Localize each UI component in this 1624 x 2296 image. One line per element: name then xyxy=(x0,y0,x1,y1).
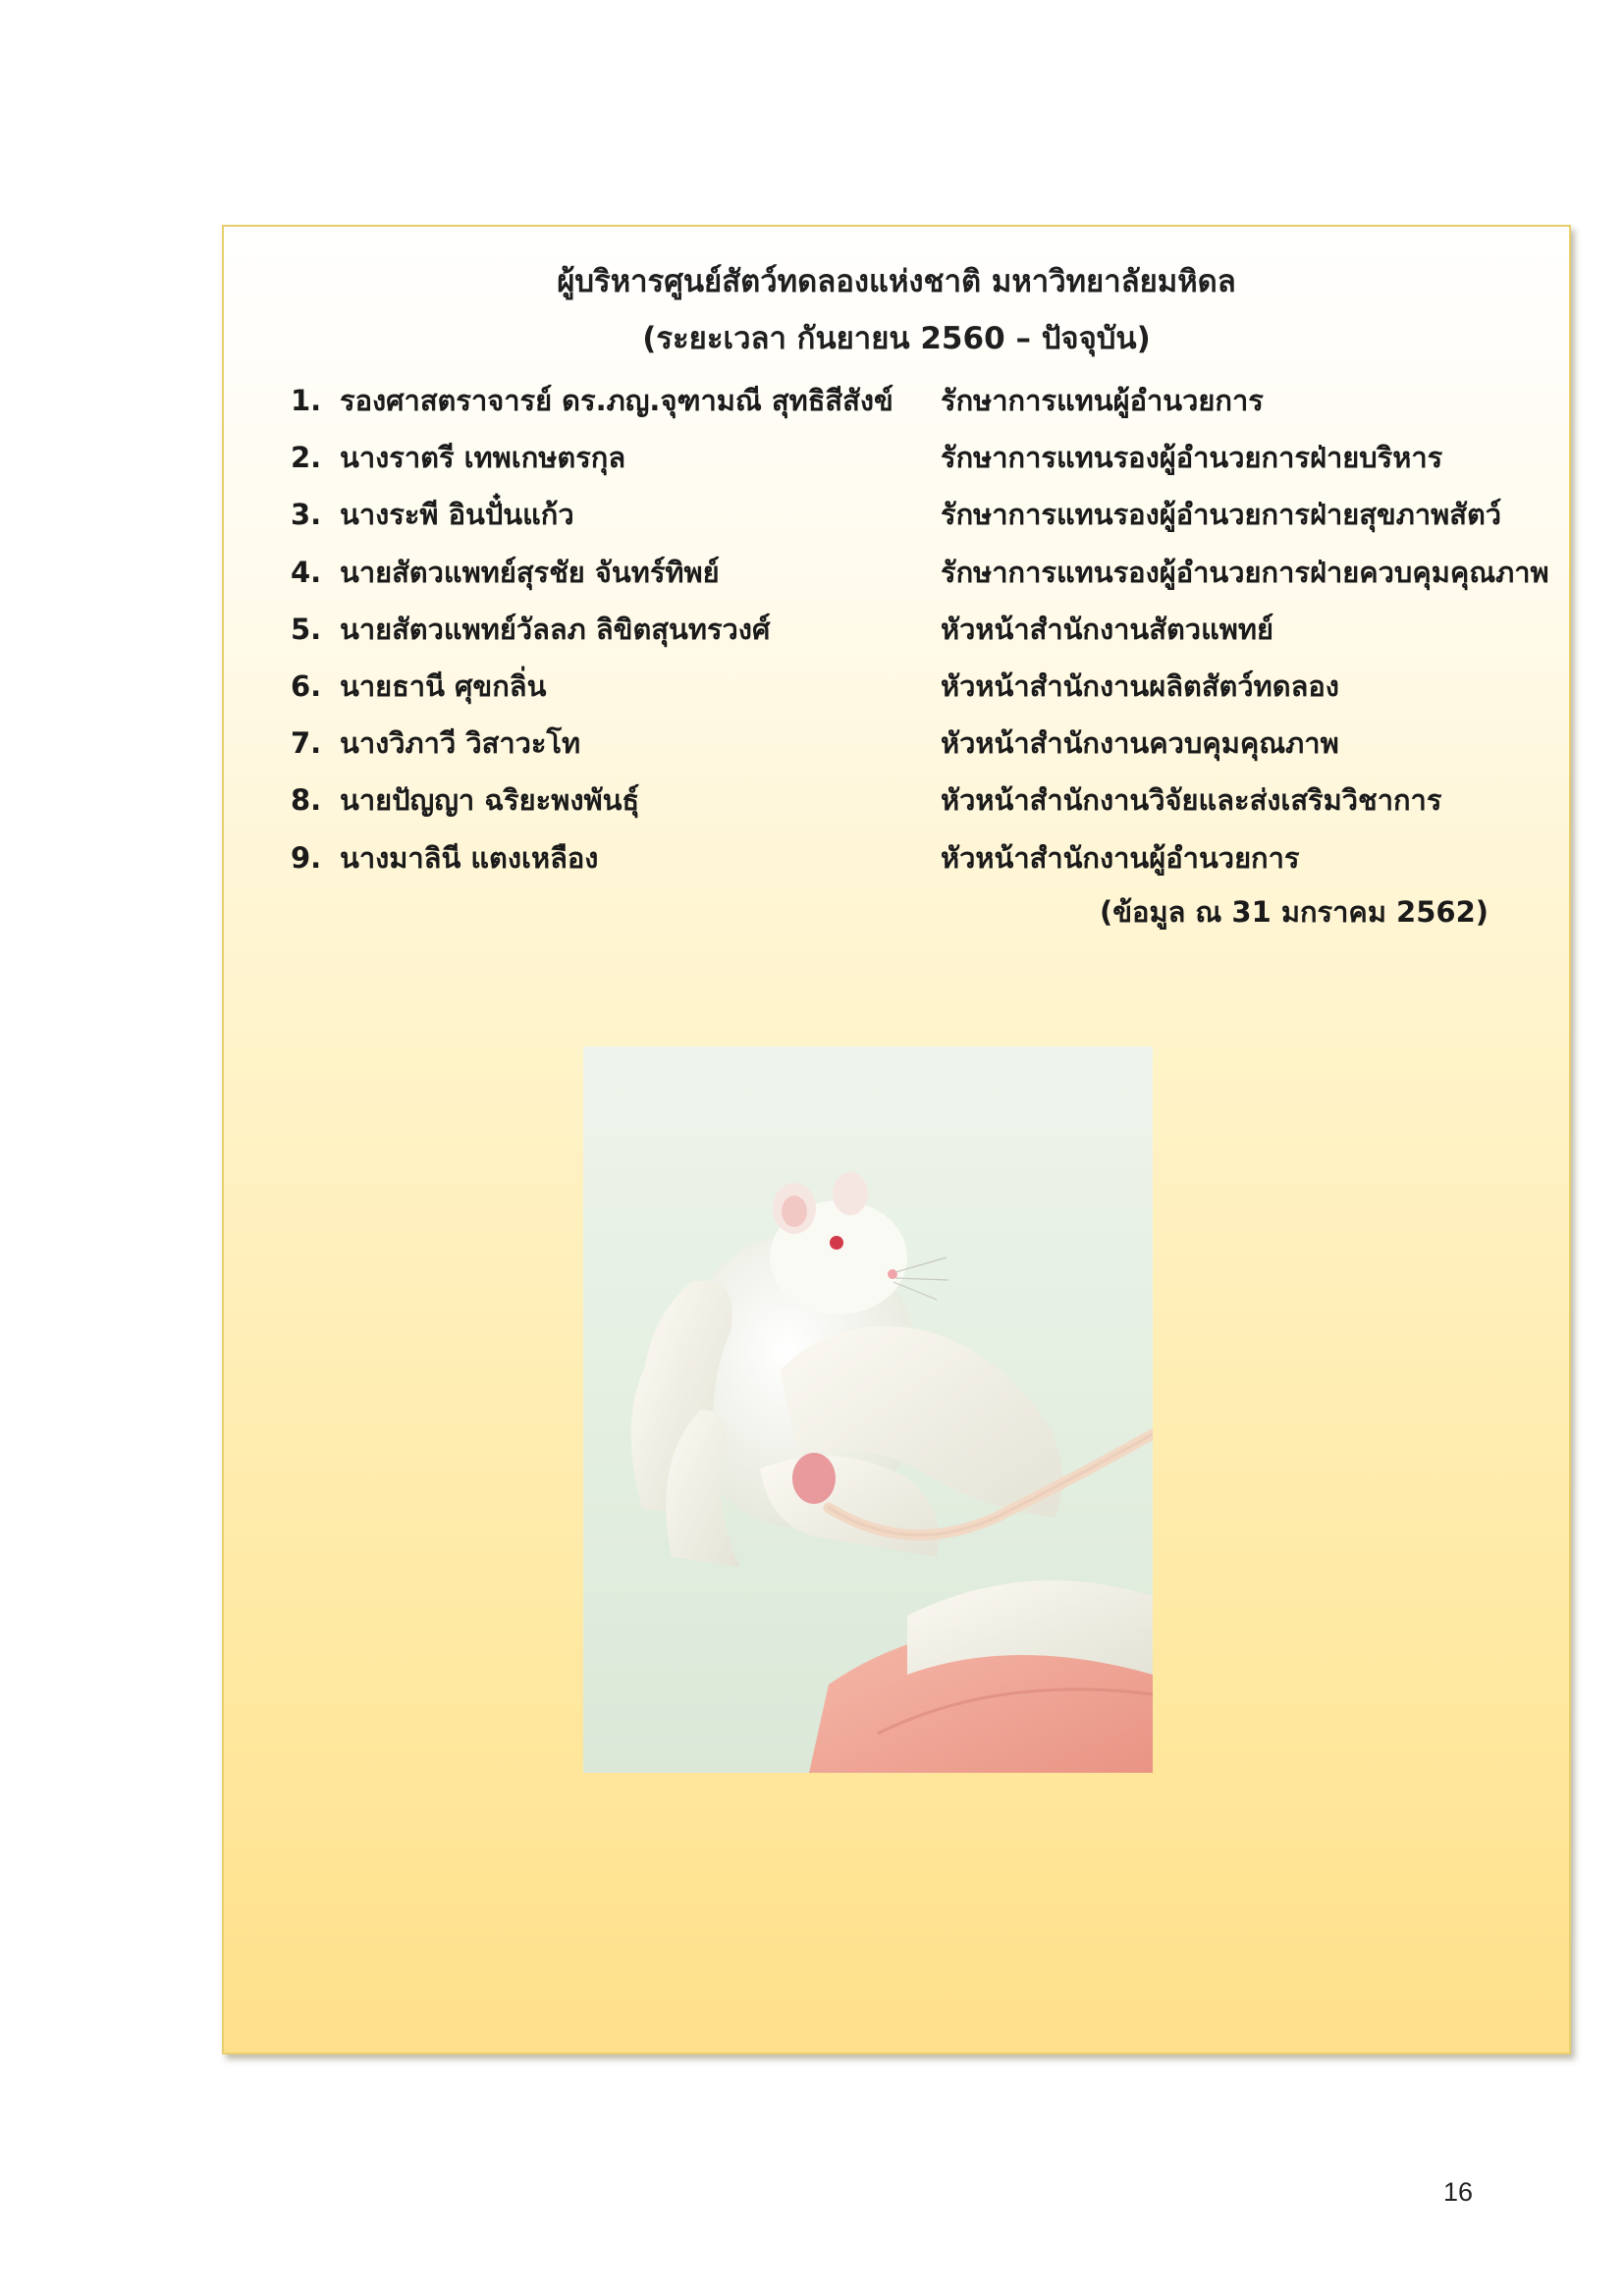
person-role: หัวหน้าสำนักงานผลิตสัตว์ทดลอง xyxy=(941,669,1339,704)
item-number: 9. xyxy=(291,840,322,875)
person-role: รักษาการแทนรองผู้อำนวยการฝ่ายบริหาร xyxy=(941,441,1443,475)
list-item xyxy=(291,372,1549,429)
person-name: นางมาลินี แตงเหลือง xyxy=(340,840,599,875)
person-name: นายปัญญา ฉริยะพงพันธุ์ xyxy=(340,783,640,818)
person-name: รองศาสตราจารย์ ดร.ภญ.จุฑามณี สุทธิสีสังข์ xyxy=(340,384,893,418)
person-role: หัวหน้าสำนักงานวิจัยและส่งเสริมวิชาการ xyxy=(941,783,1442,818)
item-number: 2. xyxy=(291,441,322,475)
person-role: หัวหน้าสำนักงานสัตวแพทย์ xyxy=(941,612,1273,646)
lab-rat-photo xyxy=(583,1046,1153,1773)
person-name: นายสัตวแพทย์สุรชัย จันทร์ทิพย์ xyxy=(340,555,720,589)
list-item xyxy=(291,601,1549,658)
item-number: 7. xyxy=(291,726,322,761)
item-number: 3. xyxy=(291,498,322,532)
list-item xyxy=(291,715,1549,772)
list-item xyxy=(291,429,1549,486)
item-number: 1. xyxy=(291,384,322,418)
item-number: 4. xyxy=(291,555,322,589)
page-number: 16 xyxy=(1443,2177,1474,2207)
list-item xyxy=(291,772,1549,828)
item-number: 6. xyxy=(291,669,322,704)
content-panel xyxy=(222,225,1571,2055)
person-name: นายธานี ศุขกลิ่น xyxy=(340,669,547,704)
person-role: รักษาการแทนผู้อำนวยการ xyxy=(941,384,1264,418)
data-as-of-note: (ข้อมูล ณ 31 มกราคม 2562) xyxy=(1099,895,1489,929)
person-role: หัวหน้าสำนักงานควบคุมคุณภาพ xyxy=(941,726,1339,761)
page-title: ผู้บริหารศูนย์สัตว์ทดลองแห่งชาติ มหาวิทยาลัยมหิดล xyxy=(557,264,1236,299)
list-item xyxy=(291,658,1549,715)
list-item xyxy=(291,544,1549,601)
list-item xyxy=(291,486,1549,543)
person-name: นางราตรี เทพเกษตรกุล xyxy=(340,441,626,475)
executive-list xyxy=(291,372,1549,886)
item-number: 5. xyxy=(291,612,322,646)
person-role: หัวหน้าสำนักงานผู้อำนวยการ xyxy=(941,840,1300,875)
person-role: รักษาการแทนรองผู้อำนวยการฝ่ายควบคุมคุณภาพ xyxy=(941,555,1549,589)
person-name: นางวิภาวี วิสาวะโท xyxy=(340,726,581,761)
item-number: 8. xyxy=(291,783,322,818)
rat-in-gloved-hands-illustration xyxy=(583,1046,1153,1773)
person-role: รักษาการแทนรองผู้อำนวยการฝ่ายสุขภาพสัตว์ xyxy=(941,498,1502,532)
period-subtitle: (ระยะเวลา กันยายน 2560 – ปัจจุบัน) xyxy=(642,321,1151,356)
person-name: นายสัตวแพทย์วัลลภ ลิขิตสุนทรวงศ์ xyxy=(340,612,771,646)
person-name: นางระพี อินปั๋นแก้ว xyxy=(340,498,574,532)
list-item xyxy=(291,829,1549,886)
